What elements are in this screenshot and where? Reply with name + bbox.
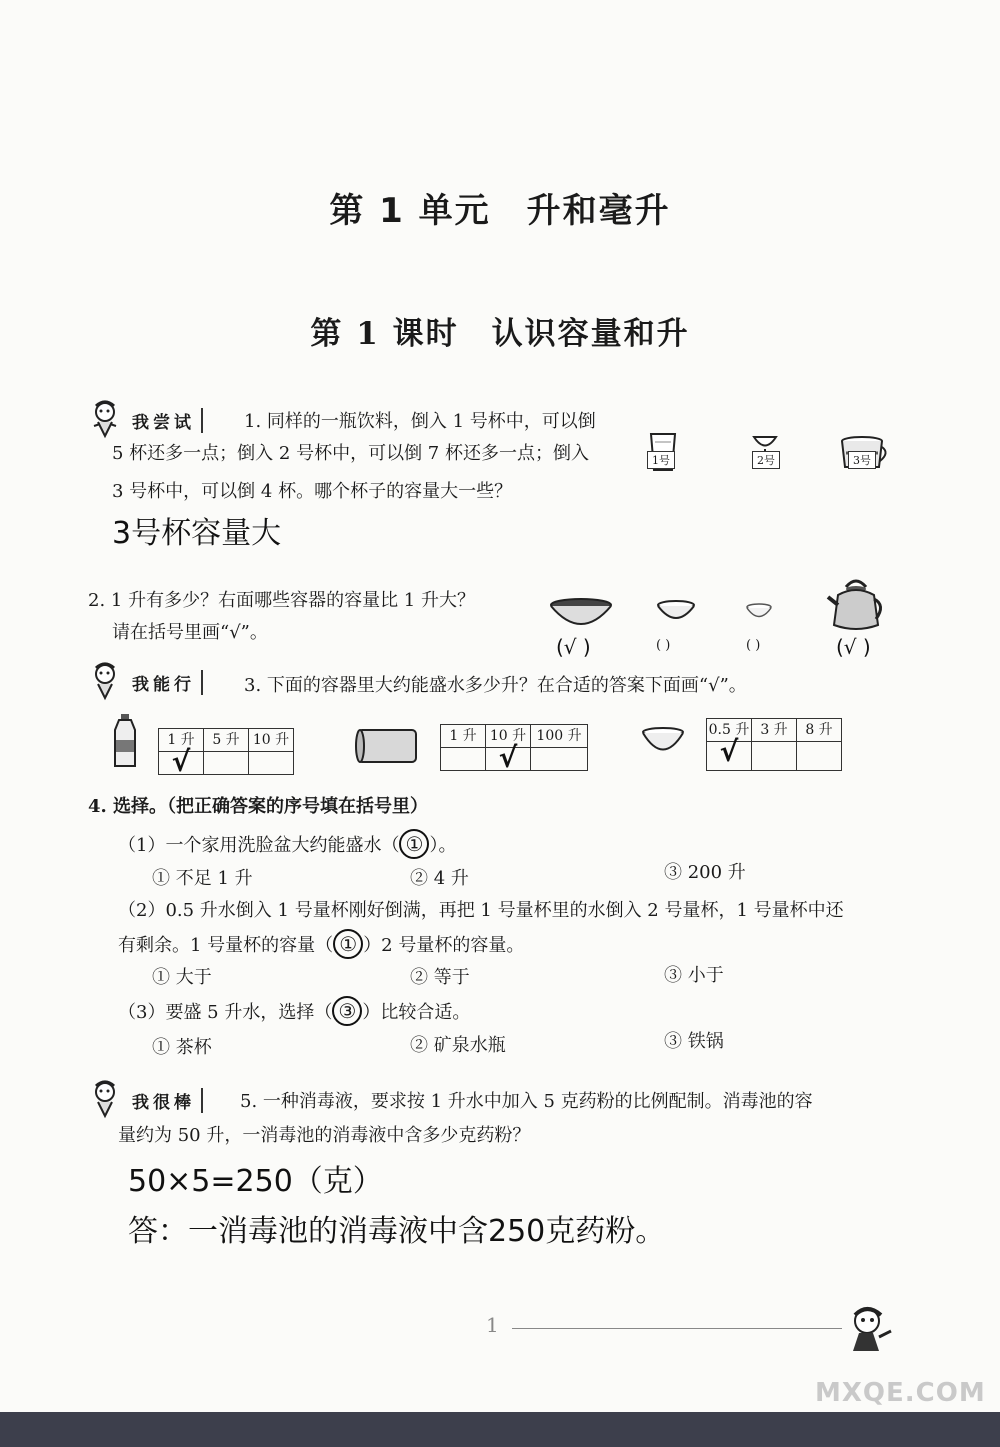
q4-title: 4. 选择。（把正确答案的序号填在括号里） (88, 796, 429, 817)
q4-s2-stem1: （2）0.5 升水倒入 1 号量杯刚好倒满，再把 1 号量杯里的水倒入 2 号量杯，1 号量杯中还 (118, 900, 844, 921)
q4-s1-answer: ① (399, 829, 429, 859)
q3-t3-h2: 3 升 (752, 719, 797, 742)
q3-t1-h1: 1 升 (159, 729, 204, 752)
q4-s2-stem2 (118, 928, 524, 964)
lesson-title: 第 1 课时 认识容量和升 (310, 316, 690, 352)
q2-line1: 2. 1 升有多少？右面哪些容器的容量比 1 升大？ (88, 590, 475, 611)
mascot-icon (88, 662, 122, 702)
q4-s1-stem-b: ）。 (429, 835, 457, 856)
page-number: 1 (486, 1313, 499, 1337)
q3-t2-h1: 1 升 (441, 725, 486, 748)
big-bowl-icon (548, 598, 614, 634)
q4-s3-stem-a: （3）要盛 5 升水，选择（ (118, 1002, 333, 1023)
q2-line2: 请在括号里画“√”。 (112, 622, 268, 643)
footer-mascot-icon (845, 1305, 895, 1361)
q4-s3-stem-b: ）比较合适。 (362, 1002, 471, 1023)
q5-answer: 答：一消毒池的消毒液中含250克药粉。 (128, 1214, 666, 1249)
q3-t1-check: √ (159, 752, 204, 775)
q4-s1-stem-a: （1）一个家用洗脸盆大约能盛水（ (118, 835, 400, 856)
q4-s2-opt3: ③ 小于 (664, 965, 724, 986)
q4-s1-opt1: ① 不足 1 升 (152, 868, 253, 889)
q4-s1-stem (118, 828, 456, 864)
mascot-icon (88, 1080, 122, 1120)
q5-calc: 50×5=250（克） (128, 1164, 383, 1199)
q3-t3-check: √ (707, 742, 752, 771)
bottom-band (0, 1412, 1000, 1447)
q3-t2-check: √ (486, 748, 531, 771)
q4-s3-opt3: ③ 铁锅 (664, 1031, 724, 1052)
footer-rule (512, 1328, 842, 1329)
q4-s1-opt2: ② 4 升 (410, 868, 469, 889)
badge-great (88, 1080, 203, 1120)
q4-s3-stem (118, 995, 470, 1031)
bottle-icon (112, 712, 138, 768)
tiny-cup-icon (744, 603, 774, 623)
q3-t3-h1: 0.5 升 (707, 719, 752, 742)
q3-t2-h2: 10 升 (486, 725, 531, 748)
q4-s3-answer: ③ (332, 996, 362, 1026)
q3-t1-h3: 10 升 (249, 729, 294, 752)
q5-line2: 量约为 50 升，一消毒池的消毒液中含多少克药粉？ (118, 1125, 531, 1146)
q3-t3-h3: 8 升 (797, 719, 842, 742)
q2-mark-1: (√ ) (556, 635, 591, 659)
q2-mark-3: ( ) (746, 638, 761, 653)
q4-s2-answer: ① (333, 929, 363, 959)
bowl-icon (640, 726, 686, 758)
q4-s2-stem-2b: ）2 号量杯的容量。 (363, 935, 525, 956)
cup-3-label: 3号 (848, 451, 876, 469)
q5-line1: 5. 一种消毒液，要求按 1 升水中加入 5 克药粉的比例配制。消毒池的容 (240, 1091, 813, 1112)
q3-t1-h2: 5 升 (204, 729, 249, 752)
q4-s3-opt2: ② 矿泉水瓶 (410, 1035, 506, 1056)
badge-can (88, 662, 203, 702)
badge-try (88, 400, 203, 440)
q3-t2-h3: 100 升 (531, 725, 588, 748)
mascot-icon (88, 400, 122, 440)
q3-table-1 (158, 728, 294, 778)
unit-title: 第 1 单元 升和毫升 (329, 191, 671, 231)
q4-s2-stem-2a: 有剩余。1 号量杯的容量（ (118, 935, 334, 956)
q1-line3: 3 号杯中，可以倒 4 杯。哪个杯子的容量大一些？ (112, 481, 513, 502)
q4-s2-opt1: ① 大于 (152, 967, 212, 988)
badge-great-label: 我很棒 (126, 1088, 203, 1113)
watermark: MXQE.COM (815, 1378, 986, 1408)
small-bowl-icon (655, 600, 697, 628)
q4-s2-opt2: ② 等于 (410, 967, 470, 988)
q2-mark-2: ( ) (656, 638, 671, 653)
q3-table-2 (440, 724, 588, 774)
q3-text: 3. 下面的容器里大约能盛水多少升？在合适的答案下面画“√”。 (244, 675, 747, 696)
badge-can-label: 我能行 (126, 670, 203, 695)
q3-table-3 (706, 718, 842, 771)
badge-try-label: 我尝试 (126, 408, 203, 433)
q2-mark-4: (√ ) (836, 635, 871, 659)
kettle-icon (826, 575, 888, 633)
q1-line2: 5 杯还多一点；倒入 2 号杯中，可以倒 7 杯还多一点；倒入 (112, 443, 589, 464)
q1-line1: 1. 同样的一瓶饮料，倒入 1 号杯中，可以倒 (244, 411, 596, 432)
q4-s3-opt1: ① 茶杯 (152, 1037, 212, 1058)
q1-answer: 3号杯容量大 (112, 516, 282, 551)
bucket-icon (354, 724, 420, 768)
cup-1-label: 1号 (647, 451, 675, 469)
cup-2-label: 2号 (752, 451, 780, 469)
q4-s1-opt3: ③ 200 升 (664, 862, 746, 883)
